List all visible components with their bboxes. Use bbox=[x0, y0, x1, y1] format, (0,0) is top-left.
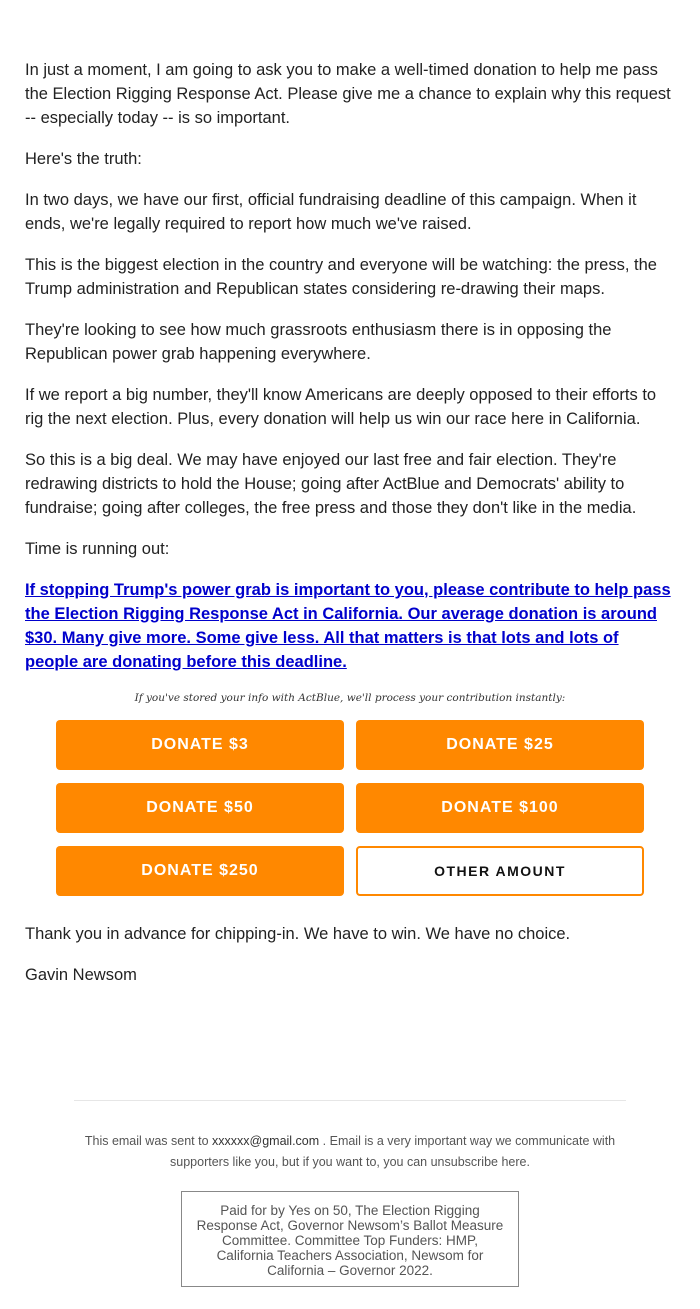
donate-button-grid bbox=[56, 720, 644, 896]
donate-50-button[interactable]: DONATE $50 bbox=[56, 783, 344, 833]
enthusiasm-paragraph: They're looking to see how much grassroots enthusiasm there is in opposing the Republican power grab happening everywhere. bbox=[25, 321, 612, 363]
big-deal-paragraph: So this is a big deal. We may have enjoyed our last free and fair election. They're redrawing districts to hold the House; going after ActBlue and Democrats' ability to fundraise; going after colleges, the free press and those they don't like in the media. bbox=[25, 451, 637, 517]
donate-250-button[interactable]: DONATE $250 bbox=[56, 846, 344, 896]
sent-to-notice bbox=[70, 1131, 630, 1173]
contribute-link[interactable]: If stopping Trump's power grab is important to you, please contribute to help pass the Election Rigging Response Act in California. Our average donation is around $30. Many give more. Some give less. All that matters is that lots and lots of people are donating before this deadline. bbox=[25, 581, 671, 671]
donate-3-button[interactable]: DONATE $3 bbox=[56, 720, 344, 770]
paid-for-disclaimer: Paid for by Yes on 50, The Election Rigging Response Act, Governor Newsom’s Ballot Measure Committee. Committee Top Funders: HMP, California Teachers Association, Newsom for California – Governor 2022. bbox=[181, 1191, 519, 1287]
signature: Gavin Newsom bbox=[25, 966, 137, 984]
donate-25-button[interactable]: DONATE $25 bbox=[356, 720, 644, 770]
closing-paragraph: Thank you in advance for chipping-in. We have to win. We have no choice. bbox=[25, 925, 571, 943]
donate-100-button[interactable]: DONATE $100 bbox=[356, 783, 644, 833]
email-footer bbox=[0, 1100, 700, 1287]
big-number-paragraph: If we report a big number, they'll know Americans are deeply opposed to their efforts to rig the next election. Plus, every donation will help us win our race here in California. bbox=[25, 386, 657, 428]
watching-paragraph: This is the biggest election in the country and everyone will be watching: the press, the Trump administration and Republican states considering re-drawing their maps. bbox=[25, 256, 657, 298]
footer-divider bbox=[74, 1100, 626, 1101]
time-running-out-paragraph: Time is running out: bbox=[25, 540, 170, 558]
sent-to-suffix: . Email is a very important way we communicate with supporters like you, but if you want to, you can unsubscribe here. bbox=[170, 1134, 616, 1169]
sent-to-prefix: This email was sent to bbox=[84, 1134, 209, 1148]
deadline-paragraph: In two days, we have our first, official fundraising deadline of this campaign. When it ends, we're legally required to report how much we've raised. bbox=[25, 191, 637, 233]
truth-paragraph: Here's the truth: bbox=[25, 150, 142, 168]
recipient-email: xxxxxx@gmail.com bbox=[212, 1134, 320, 1148]
email-body bbox=[25, 58, 675, 1004]
intro-paragraph: In just a moment, I am going to ask you to make a well-timed donation to help me pass the Election Rigging Response Act. Please give me a chance to explain why this request -- especially today -- is so important. bbox=[25, 61, 671, 127]
other-amount-button[interactable]: OTHER AMOUNT bbox=[356, 846, 644, 896]
actblue-note: If you've stored your info with ActBlue, we'll process your contribution instantly: bbox=[134, 692, 566, 704]
